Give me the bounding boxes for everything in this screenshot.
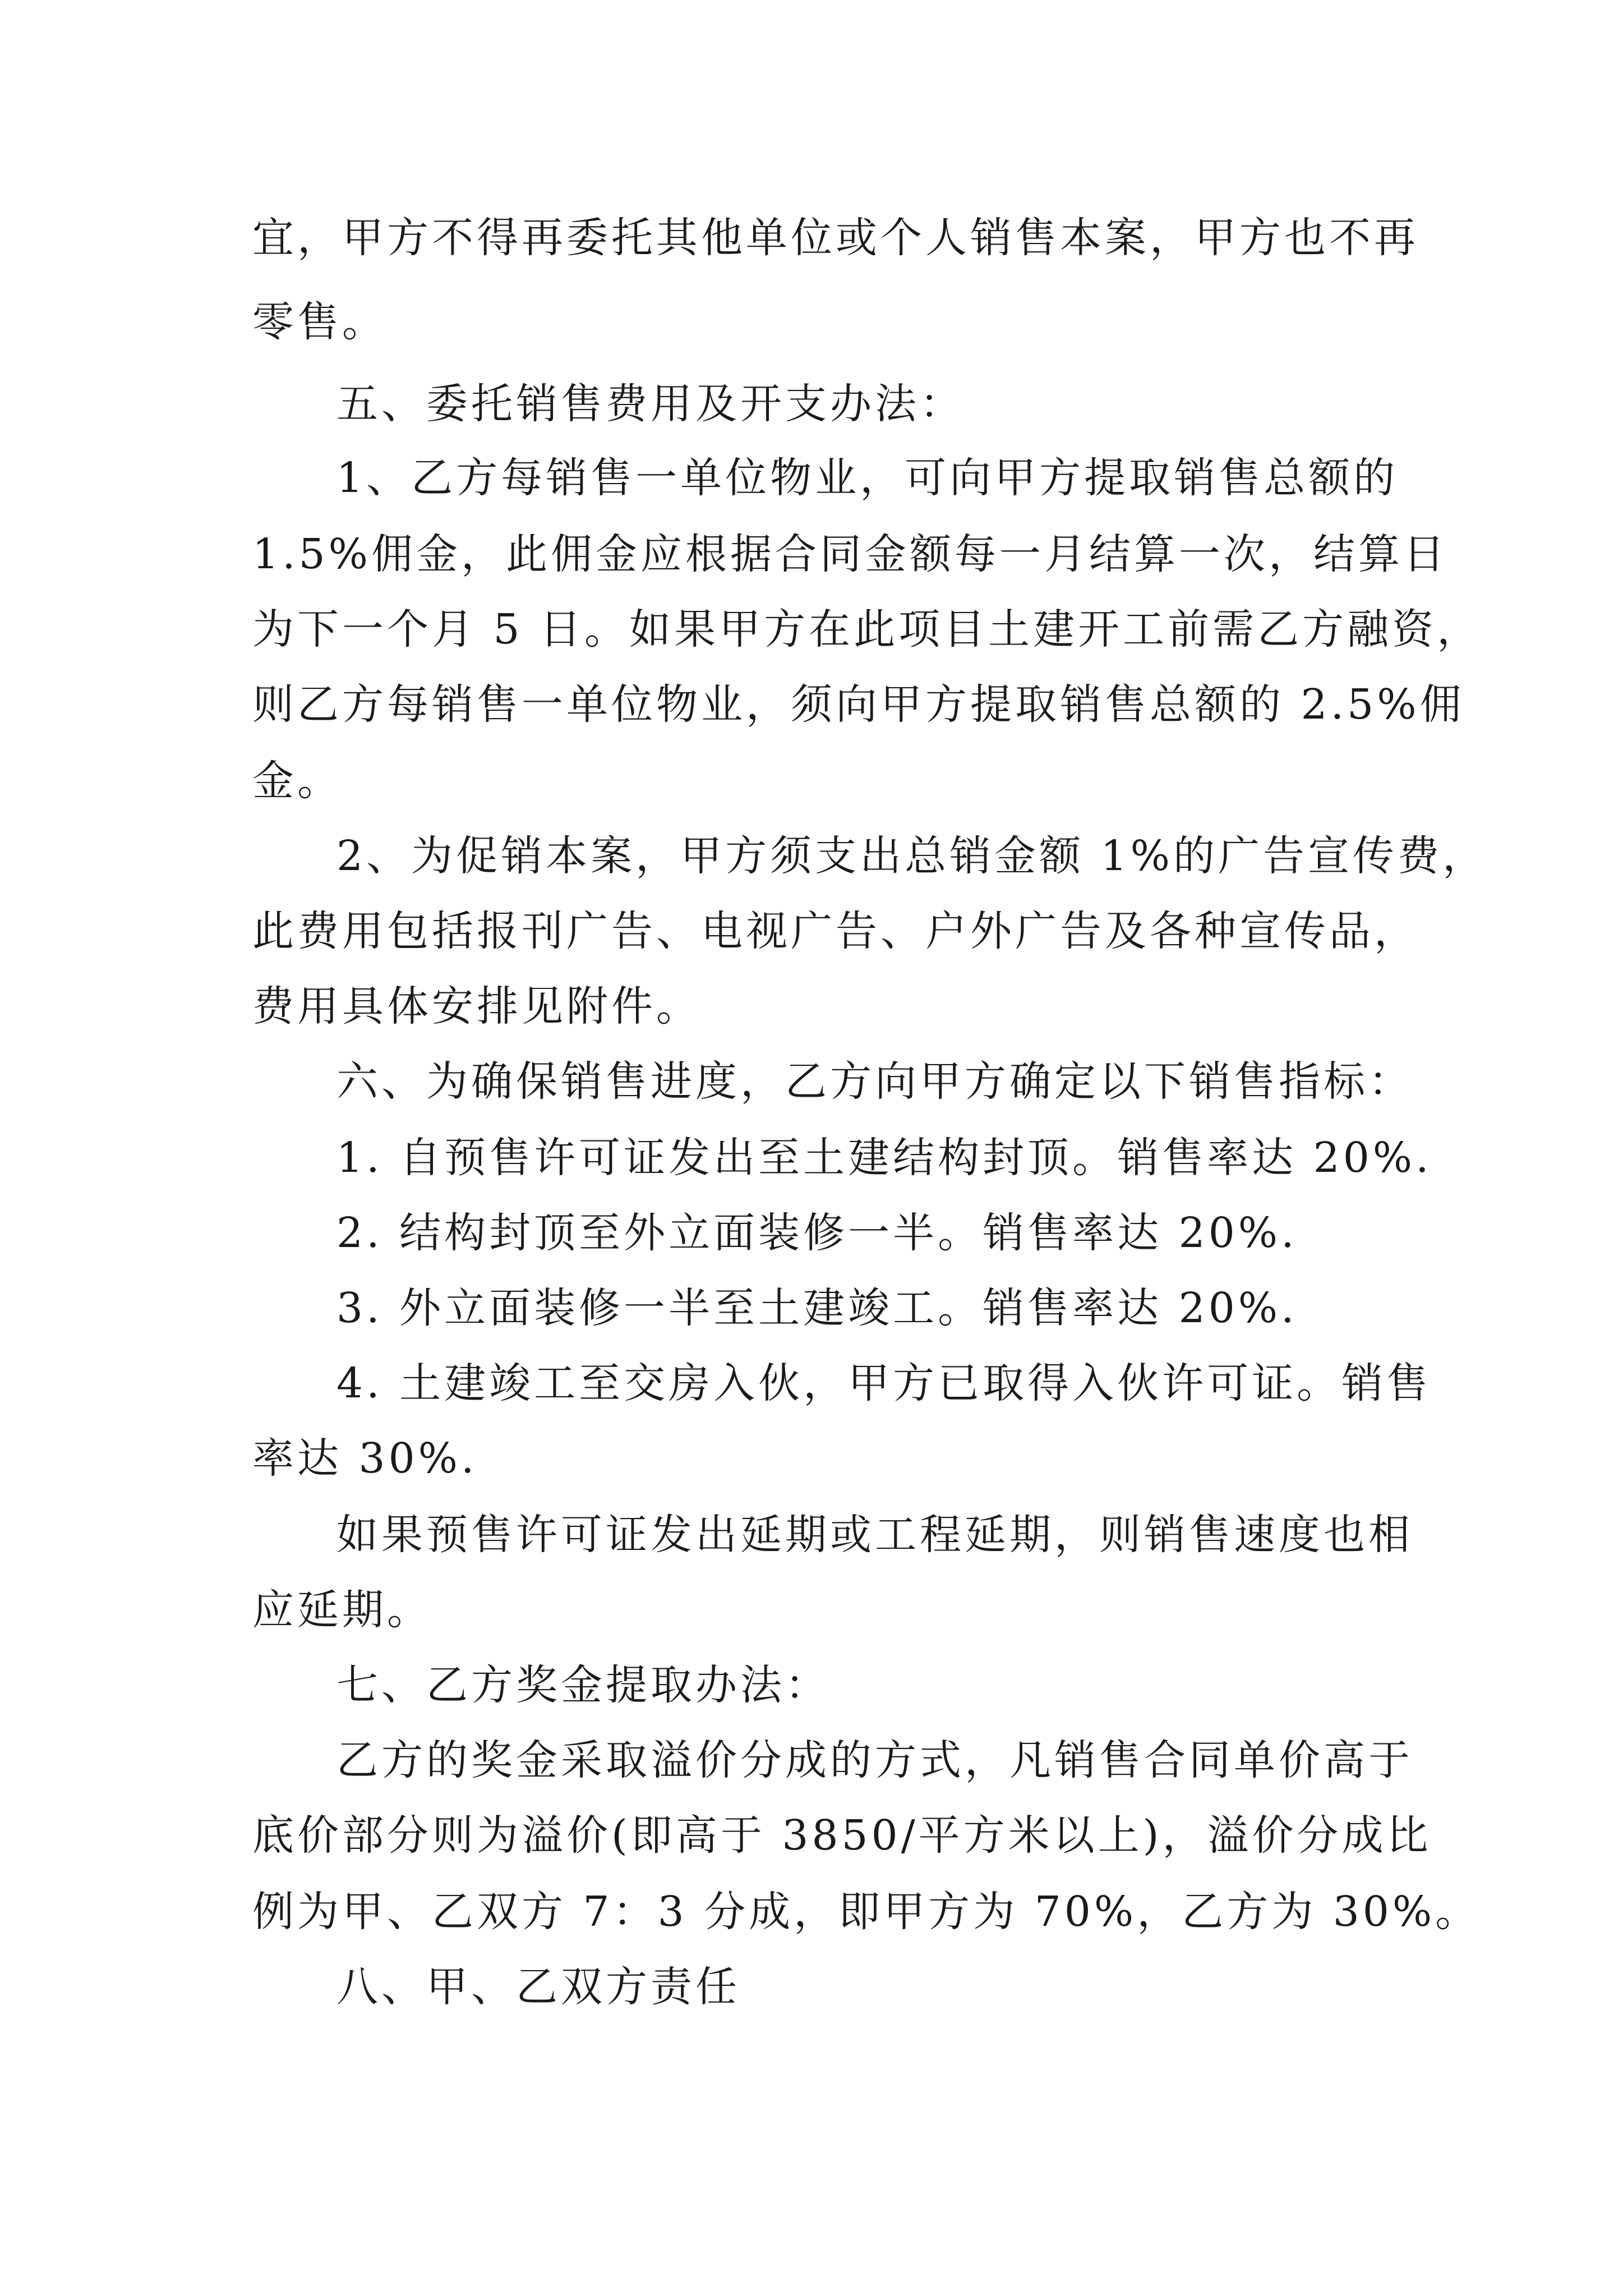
text-line-17: 率达 30%. [252, 1434, 478, 1483]
text-line-18: 如果预售许可证发出延期或工程延期，则销售速度也相 [336, 1511, 1413, 1559]
text-line-5: 1.5%佣金，此佣金应根据合同金额每一月结算一次，结算日 [252, 530, 1448, 578]
section-heading-5: 五、委托销售费用及开支办法： [336, 380, 965, 428]
text-line-15: 3. 外立面装修一半至土建竣工。销售率达 20%. [336, 1284, 1298, 1332]
text-line-2: 零售。 [252, 298, 387, 346]
text-line-1: 宜，甲方不得再委托其他单位或个人销售本案，甲方也不再 [252, 214, 1419, 262]
text-line-21: 乙方的奖金采取溢价分成的方式，凡销售合同单价高于 [336, 1736, 1413, 1784]
text-line-13: 1. 自预售许可证发出至土建结构封顶。销售率达 20%. [336, 1134, 1432, 1182]
text-line-9: 2、为促销本案，甲方须支出总销金额 1%的广告宣传费， [336, 832, 1487, 880]
text-line-10: 此费用包括报刊广告、电视广告、户外广告及各种宣传品， [252, 907, 1419, 955]
text-line-8: 金。 [252, 757, 342, 805]
text-line-14: 2. 结构封顶至外立面装修一半。销售率达 20%. [336, 1209, 1298, 1257]
section-heading-6: 六、为确保销售进度，乙方向甲方确定以下销售指标： [336, 1057, 1413, 1106]
section-heading-7: 七、乙方奖金提取办法： [336, 1661, 830, 1709]
text-line-7: 则乙方每销售一单位物业，须向甲方提取销售总额的 2.5%佣 [252, 680, 1465, 729]
text-line-4: 1、乙方每销售一单位物业，可向甲方提取销售总额的 [336, 454, 1399, 502]
section-heading-8: 八、甲、乙双方责任 [336, 1963, 740, 2011]
text-line-6: 为下一个月 5 日。如果甲方在此项目土建开工前需乙方融资， [252, 605, 1482, 654]
text-line-11: 费用具体安排见附件。 [252, 982, 701, 1030]
text-line-16: 4. 土建竣工至交房入伙，甲方已取得入伙许可证。销售 [336, 1359, 1432, 1407]
text-line-19: 应延期。 [252, 1586, 432, 1634]
text-line-23: 例为甲、乙双方 7：3 分成，即甲方为 70%，乙方为 30%。 [252, 1888, 1481, 1936]
text-line-22: 底价部分则为溢价(即高于 3850/平方米以上)，溢价分成比 [252, 1811, 1432, 1860]
